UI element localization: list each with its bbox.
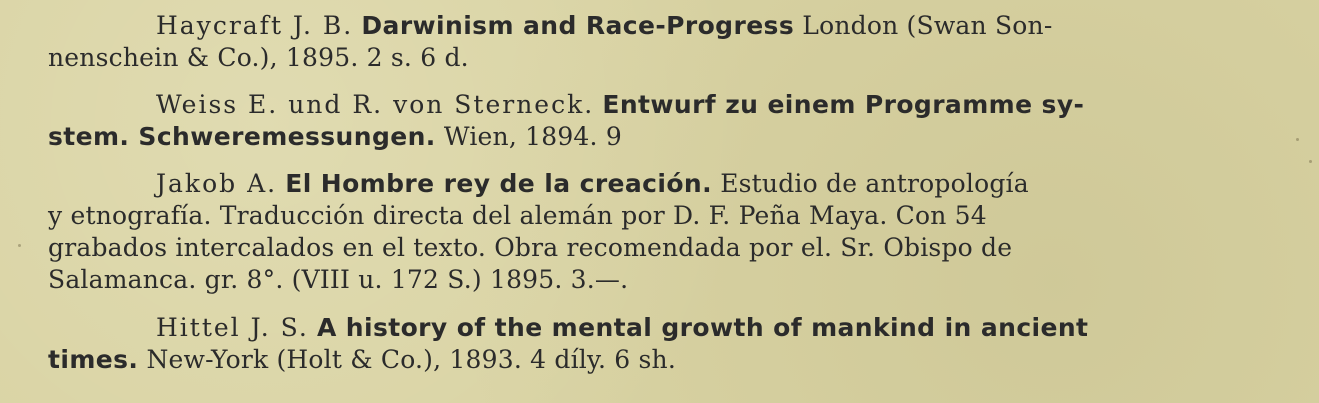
entry-author: Weiss E. und R. von Sterneck. [156, 90, 595, 119]
entry-title: El Hombre rey de la creación. [285, 169, 713, 198]
entry-publication: London (Swan Son- [802, 11, 1053, 40]
entry-publication: New-York (Holt & Co.), 1893. 4 díly. 6 sh. [146, 345, 676, 374]
entry-title: Entwurf zu einem Programme sy- [602, 90, 1085, 119]
paper-speck [1309, 160, 1312, 163]
entry-title: Darwinism and Race-Progress [361, 11, 795, 40]
bibliography-entry-weiss [48, 89, 1298, 153]
entry-line [48, 200, 1298, 232]
entry-line [48, 344, 1298, 376]
entry-publication: grabados intercalados en el texto. Obra recomendada por el. Sr. Obispo de [48, 233, 1013, 262]
entry-line [48, 89, 1298, 121]
entry-publication: y etnografía. Traducción directa del alemán por D. F. Peña Maya. Con 54 [48, 201, 987, 230]
entry-publication: Estudio de antropología [720, 169, 1029, 198]
entry-line [48, 121, 1298, 153]
entry-publication: Wien, 1894. 9 [443, 122, 622, 151]
paper-speck [1296, 138, 1299, 141]
entry-line [48, 312, 1298, 344]
entry-title: times. [48, 345, 139, 374]
entry-title: A history of the mental growth of mankind in ancient [316, 313, 1089, 342]
entry-publication: nenschein & Co.), 1895. 2 s. 6 d. [48, 43, 469, 72]
bibliography-entry-jakob [48, 168, 1298, 296]
entry-author: Jakob A. [156, 169, 278, 198]
entry-publication: Salamanca. gr. 8°. (VIII u. 172 S.) 1895. 3.—. [48, 265, 629, 294]
entry-author: Haycraft J. B. [156, 11, 354, 40]
entry-title: stem. Schweremessungen. [48, 122, 436, 151]
entry-line [48, 264, 1298, 296]
paper-speck [18, 244, 21, 247]
entry-line [48, 232, 1298, 264]
entry-line [48, 42, 1298, 74]
entry-author: Hittel J. S. [156, 313, 309, 342]
bibliography-entry-hittel [48, 312, 1298, 376]
entry-line [48, 10, 1298, 42]
entry-line [48, 168, 1298, 200]
bibliography-entry-haycraft [48, 10, 1298, 74]
